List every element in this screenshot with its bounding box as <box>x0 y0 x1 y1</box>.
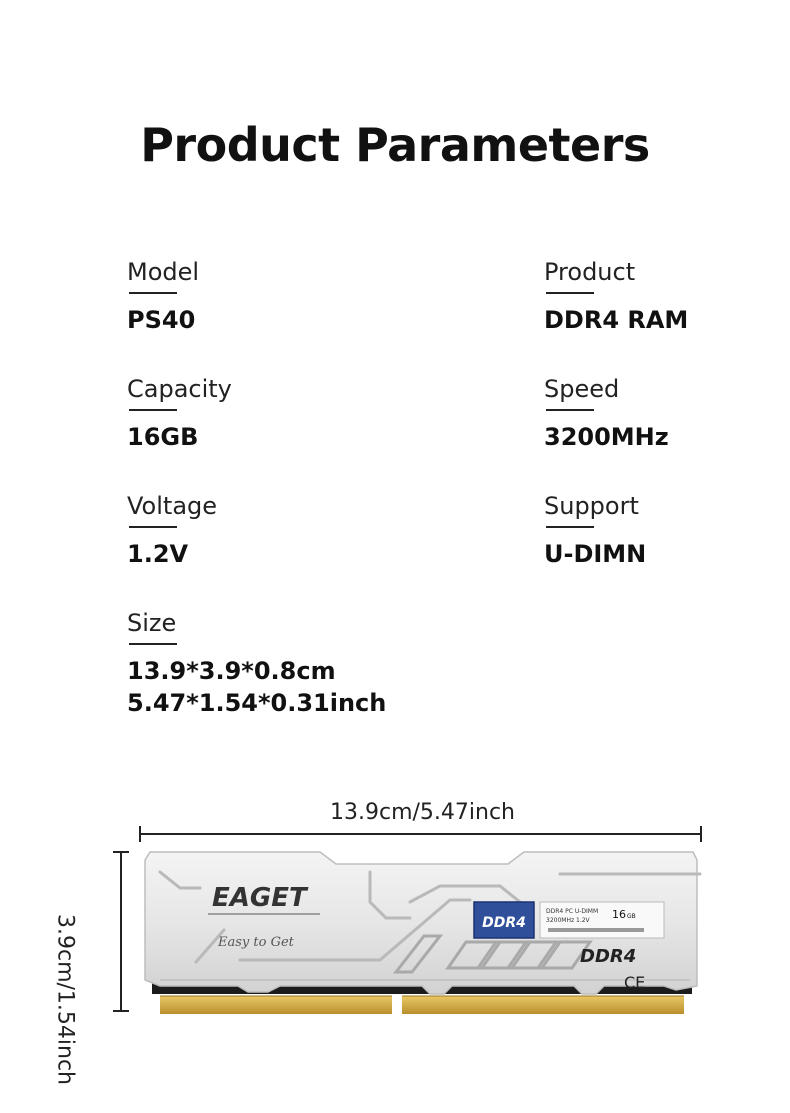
ddr4-print: DDR4 <box>580 946 637 967</box>
label-underline <box>129 643 177 645</box>
param-label: Model <box>127 258 200 286</box>
sticker-line2: 3200MHz 1.2V <box>546 917 590 924</box>
param-speed <box>544 375 669 453</box>
param-capacity <box>127 375 232 453</box>
param-label: Product <box>544 258 636 286</box>
sticker-line1: DDR4 PC U-DIMM <box>546 908 599 915</box>
brand-tagline: Easy to Get <box>218 935 294 950</box>
label-underline <box>546 409 594 411</box>
param-value: 1.2V <box>127 540 189 568</box>
param-voltage <box>127 492 217 570</box>
brand-logo: EAGET <box>212 883 307 913</box>
param-product <box>544 258 688 336</box>
dimension-diagram <box>0 790 790 1113</box>
param-label: Size <box>127 609 177 637</box>
param-value-inch: 5.47*1.54*0.31inch <box>127 689 387 717</box>
param-size <box>127 609 386 719</box>
label-underline <box>546 292 594 294</box>
param-support <box>544 492 646 570</box>
width-dimension-line <box>140 826 701 842</box>
label-underline <box>129 526 177 528</box>
param-label: Speed <box>544 375 620 403</box>
label-underline <box>546 526 594 528</box>
param-value: 3200MHz <box>544 423 669 451</box>
page-title: Product Parameters <box>140 118 650 172</box>
param-value: DDR4 RAM <box>544 306 689 334</box>
sticker-unit: GB <box>627 913 636 920</box>
ddr4-badge <box>474 902 534 938</box>
param-model <box>127 258 199 336</box>
label-underline <box>129 292 177 294</box>
param-label: Capacity <box>127 375 232 403</box>
param-value-cm: 13.9*3.9*0.8cm <box>127 657 336 685</box>
param-label: Voltage <box>127 492 218 520</box>
param-value: U-DIMN <box>544 540 647 568</box>
param-label: Support <box>544 492 639 520</box>
param-value: PS40 <box>127 306 196 334</box>
height-dimension-label: 3.9cm/1.54inch <box>52 913 78 1085</box>
height-dimension-line <box>113 852 129 1011</box>
sticker-capacity: 16 <box>612 908 626 921</box>
width-dimension-label: 13.9cm/5.47inch <box>330 800 516 825</box>
ram-module-illustration <box>0 790 790 1113</box>
ce-mark: CE <box>624 973 646 992</box>
badge-text: DDR4 <box>482 915 526 931</box>
param-value: 16GB <box>127 423 199 451</box>
label-underline <box>129 409 177 411</box>
spec-sticker <box>540 902 664 938</box>
